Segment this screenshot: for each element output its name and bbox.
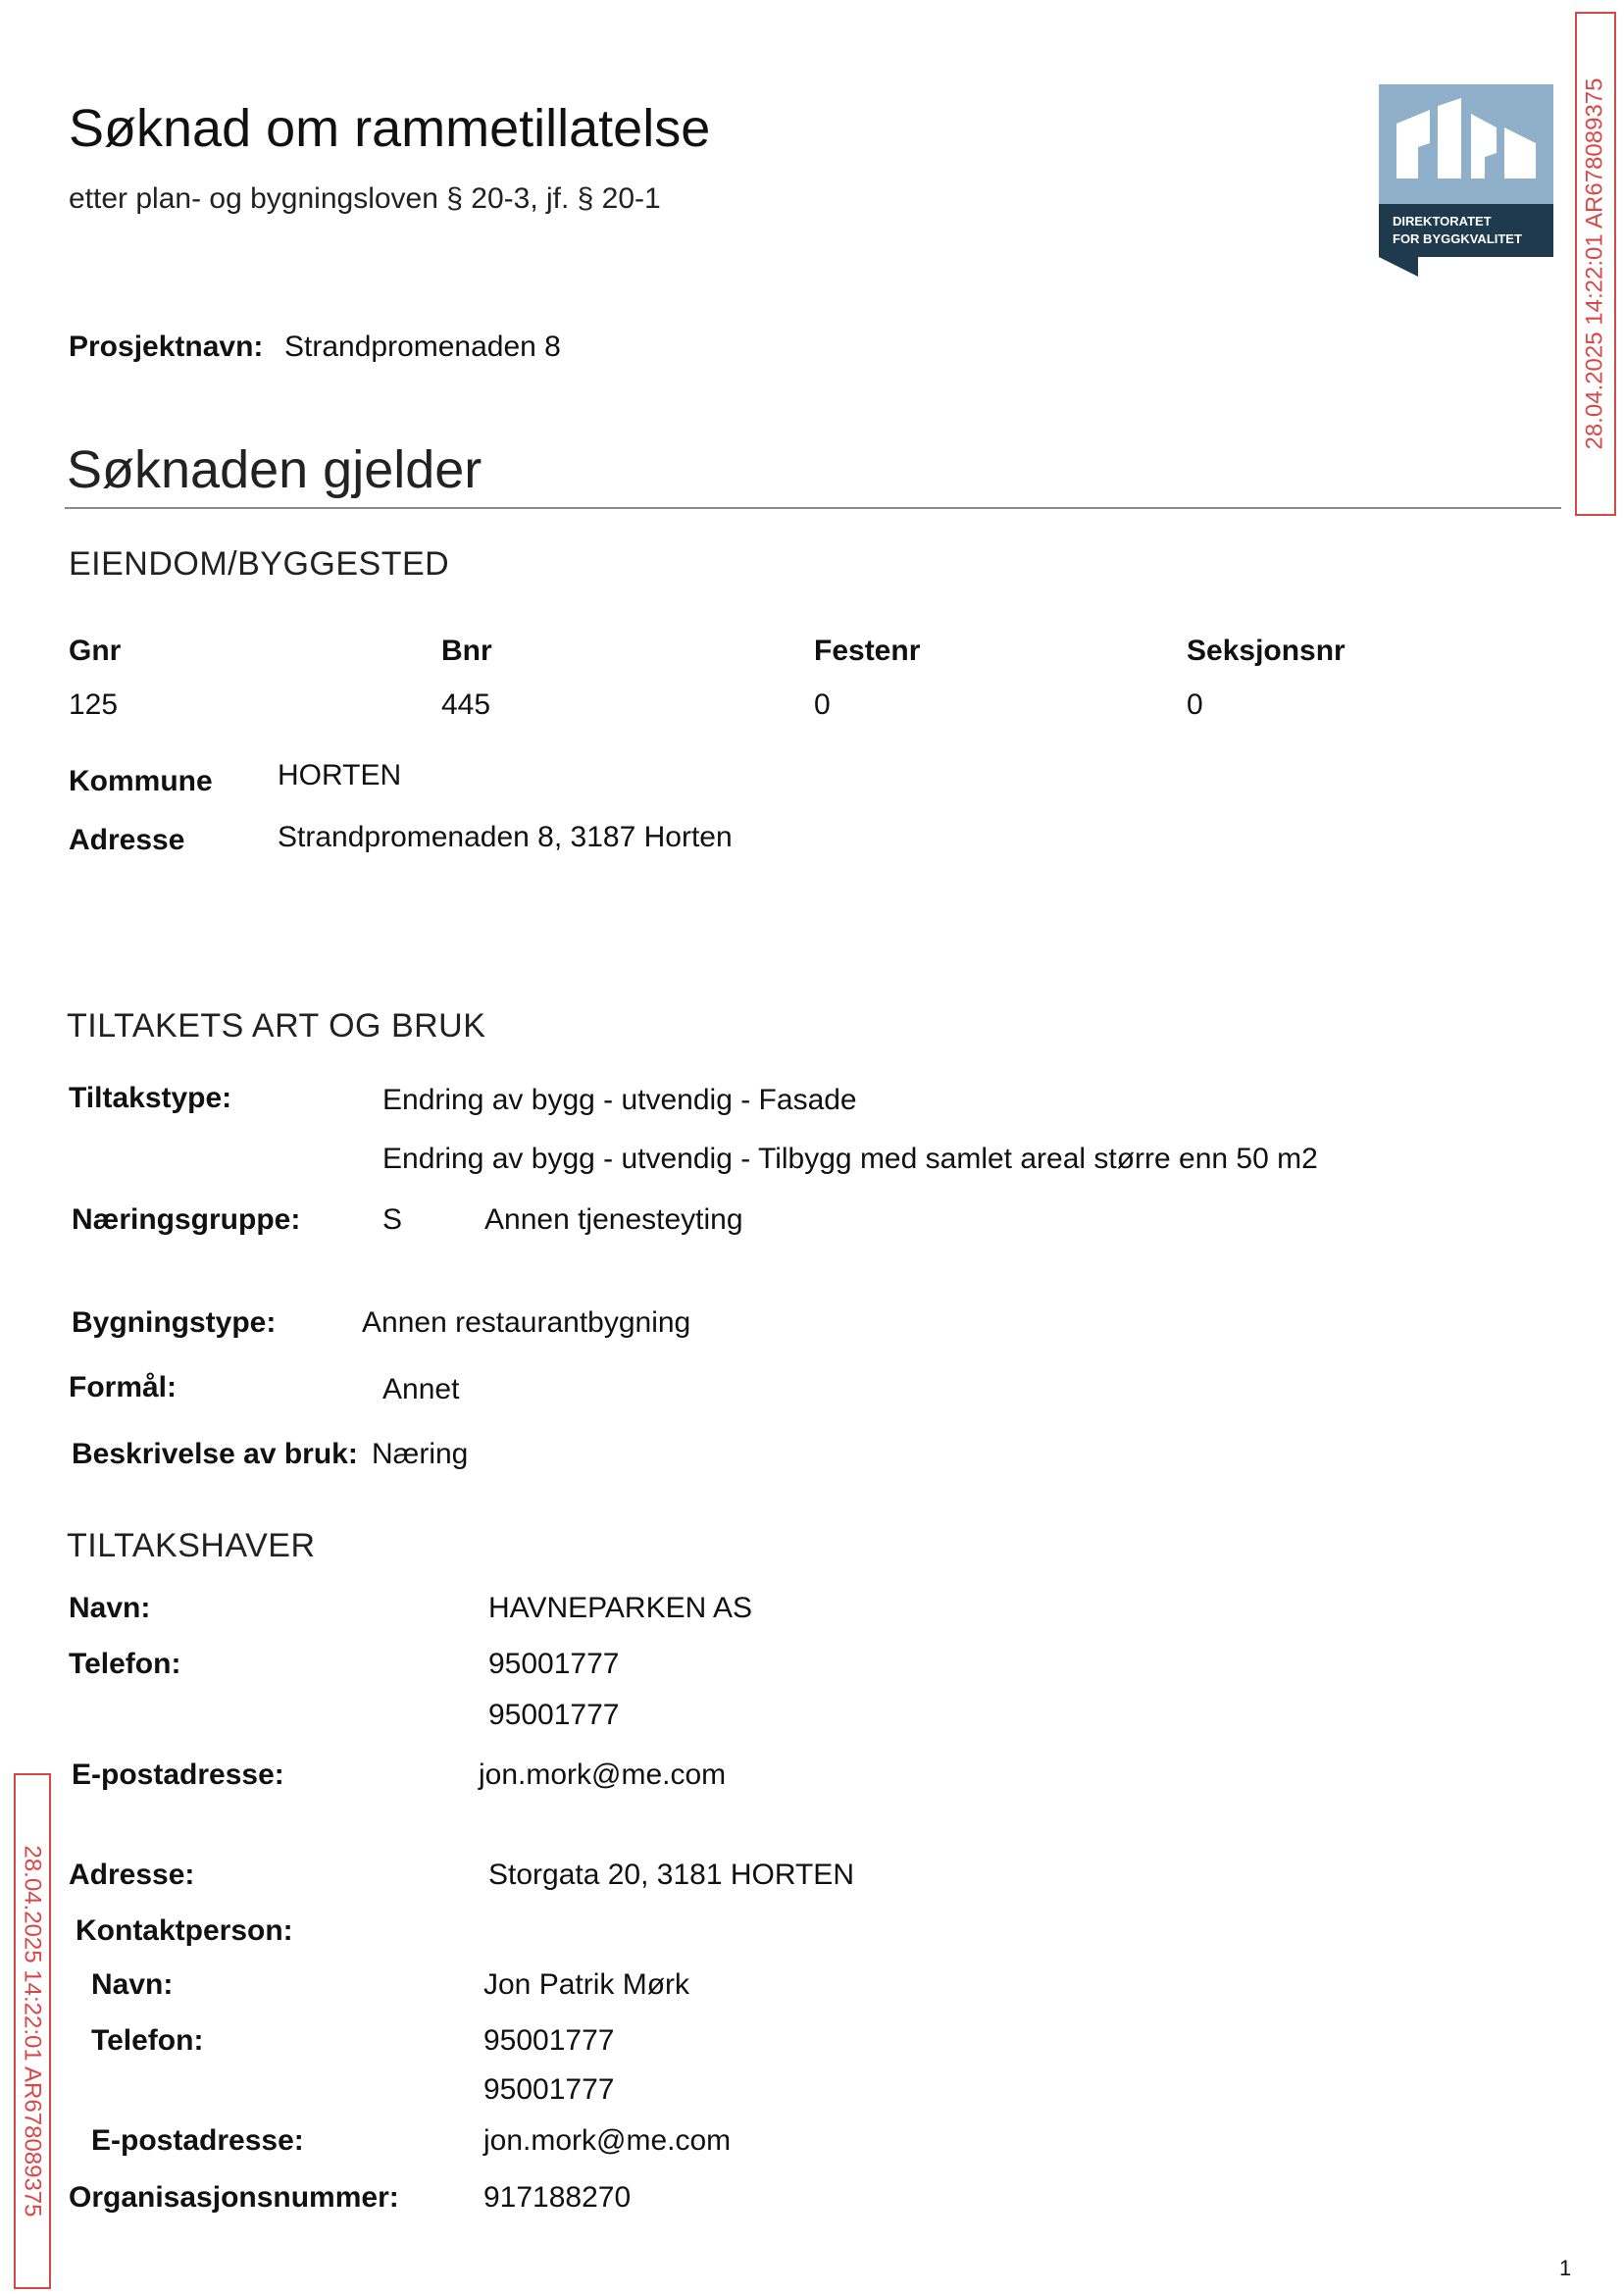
bruk-value: Næring (372, 1438, 469, 1470)
epost-label: E-postadresse: (72, 1759, 284, 1791)
tiltakstype-value-1: Endring av bygg - utvendig - Fasade (382, 1084, 857, 1116)
bruk-label: Beskrivelse av bruk: (72, 1438, 358, 1470)
formal-label: Formål: (69, 1371, 178, 1403)
date-stamp-right: 28.04.2025 14:22:01 AR678089375 (1575, 12, 1616, 516)
kontakt-epost-label: E-postadresse: (91, 2124, 304, 2157)
heading-eiendom: EIENDOM/BYGGESTED (69, 545, 450, 583)
document-title: Søknad om rammetillatelse (69, 99, 711, 158)
bnr-value: 445 (441, 688, 491, 721)
festenr-value: 0 (814, 688, 831, 721)
kommune-label: Kommune (69, 765, 213, 797)
section-divider (65, 507, 1561, 509)
naeringsgruppe-label: Næringsgruppe: (72, 1203, 301, 1236)
naeringsgruppe-value: Annen tjenesteyting (484, 1203, 743, 1236)
project-value: Strandpromenaden 8 (284, 331, 561, 363)
naeringsgruppe-code: S (382, 1203, 403, 1236)
gnr-label: Gnr (69, 635, 122, 667)
telefon-label: Telefon: (69, 1648, 181, 1680)
formal-value: Annet (382, 1373, 460, 1405)
org-value: 917188270 (483, 2181, 632, 2214)
navn-label: Navn: (69, 1592, 151, 1624)
kontakt-telefon-value-1: 95001777 (483, 2024, 615, 2057)
seksjonsnr-label: Seksjonsnr (1187, 635, 1345, 667)
bygningstype-label: Bygningstype: (72, 1306, 277, 1339)
tiltakstype-value-2: Endring av bygg - utvendig - Tilbygg med samlet areal større enn 50 m2 (382, 1143, 1318, 1175)
kontakt-telefon-value-2: 95001777 (483, 2073, 615, 2106)
kontakt-navn-value: Jon Patrik Mørk (483, 1968, 690, 2001)
adresse-tiltakshaver-value: Storgata 20, 3181 HORTEN (488, 1859, 854, 1891)
telefon-value-2: 95001777 (488, 1699, 620, 1731)
date-stamp-left: 28.04.2025 14:22:01 AR678089375 (14, 1773, 51, 2289)
org-label: Organisasjonsnummer: (69, 2181, 399, 2214)
kontaktperson-label: Kontaktperson: (76, 1914, 293, 1947)
telefon-value-1: 95001777 (488, 1648, 620, 1680)
adresse-tiltakshaver-label: Adresse: (69, 1859, 195, 1891)
festenr-label: Festenr (814, 635, 921, 667)
section-heading-main: Søknaden gjelder (67, 440, 482, 499)
kontakt-navn-label: Navn: (91, 1968, 174, 2001)
logo-line1: DIREKTORATET (1393, 214, 1492, 229)
kontakt-epost-value: jon.mork@me.com (483, 2124, 732, 2157)
heading-tiltak: TILTAKETS ART OG BRUK (67, 1007, 486, 1045)
tiltakstype-label: Tiltakstype: (69, 1082, 232, 1114)
bnr-label: Bnr (441, 635, 492, 667)
document-subtitle: etter plan- og bygningsloven § 20-3, jf. § 20-1 (69, 182, 661, 215)
logo-line2: FOR BYGGKVALITET (1393, 231, 1522, 246)
seksjonsnr-value: 0 (1187, 688, 1203, 721)
page-number: 1 (1559, 2256, 1572, 2280)
project-label: Prosjektnavn: (69, 331, 264, 363)
kontakt-telefon-label: Telefon: (91, 2024, 204, 2057)
adresse-value: Strandpromenaden 8, 3187 Horten (278, 821, 733, 853)
gnr-value: 125 (69, 688, 119, 721)
navn-value: HAVNEPARKEN AS (488, 1592, 752, 1624)
bygningstype-value: Annen restaurantbygning (362, 1306, 691, 1339)
dibk-logo (1379, 84, 1553, 277)
adresse-label: Adresse (69, 824, 185, 856)
epost-value: jon.mork@me.com (479, 1759, 727, 1791)
kommune-value: HORTEN (278, 759, 402, 791)
heading-tiltakshaver: TILTAKSHAVER (67, 1527, 316, 1564)
